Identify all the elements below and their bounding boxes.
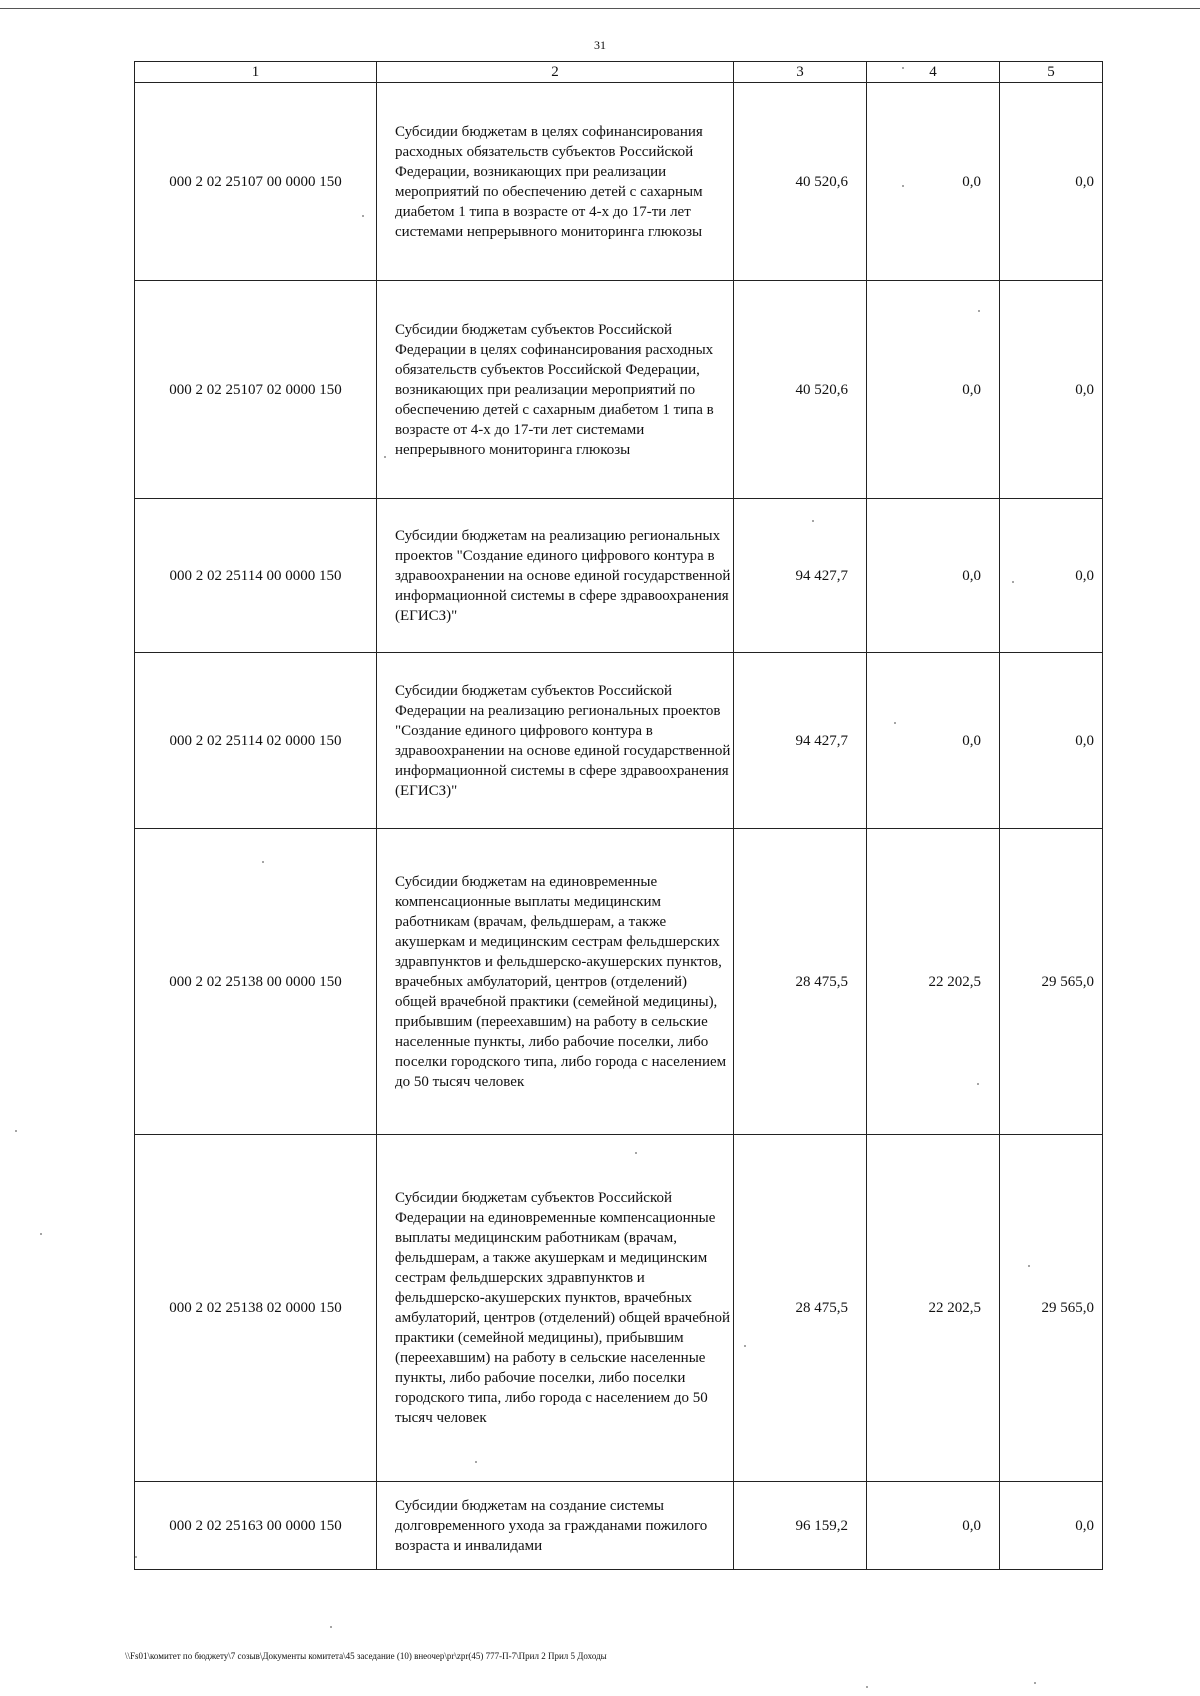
amount-col-3: 40 520,6 [734,83,867,281]
amount-col-4: 0,0 [867,83,1000,281]
scan-speck [894,722,896,724]
amount-col-5: 0,0 [1000,83,1103,281]
scan-speck [384,456,386,458]
amount-col-5: 29 565,0 [1000,1135,1103,1482]
amount-col-4: 0,0 [867,1482,1000,1570]
income-description: Субсидии бюджетам на создание системы долговременного ухода за гражданами пожилого возраста и инвалидами [377,1482,734,1570]
income-description: Субсидии бюджетам субъектов Российской Федерации на реализацию региональных проектов "Создание единого цифрового контура в здравоохранении на основе единой государственной информационной системы в сфере здравоохранения (ЕГИСЗ)" [377,653,734,829]
amount-col-5: 29 565,0 [1000,829,1103,1135]
scan-speck [744,1345,746,1347]
amount-col-3: 94 427,7 [734,499,867,653]
scan-speck [866,1686,868,1688]
page-number: 31 [594,38,606,52]
scan-speck [262,861,264,863]
scan-speck [362,215,364,217]
header-col-1: 1 [135,62,377,83]
table-header-row [135,62,1103,83]
header-col-3: 3 [734,62,867,83]
scan-speck [635,1152,637,1154]
header-col-5: 5 [1000,62,1103,83]
scan-speck [1034,1682,1036,1684]
header-col-2: 2 [377,62,734,83]
table-row [135,499,1103,653]
income-description: Субсидии бюджетам на реализацию региональных проектов "Создание единого цифрового контура в здравоохранении на основе единой государственной информационной системы в сфере здравоохранения (ЕГИСЗ)" [377,499,734,653]
amount-col-3: 28 475,5 [734,829,867,1135]
scan-speck [15,1130,17,1132]
amount-col-4: 22 202,5 [867,1135,1000,1482]
table-row [135,1135,1103,1482]
scan-speck [977,1083,979,1085]
scan-speck [1028,1265,1030,1267]
amount-col-3: 28 475,5 [734,1135,867,1482]
amount-col-3: 96 159,2 [734,1482,867,1570]
table-row [135,829,1103,1135]
amount-col-3: 40 520,6 [734,281,867,499]
budget-code: 000 2 02 25107 02 0000 150 [135,281,377,499]
budget-code: 000 2 02 25138 02 0000 150 [135,1135,377,1482]
amount-col-5: 0,0 [1000,1482,1103,1570]
scan-speck [475,1461,477,1463]
revenue-table [134,61,1103,1570]
income-description: Субсидии бюджетам субъектов Российской Федерации на единовременные компенсационные выплаты медицинским работникам (врачам, фельдшерам, а также акушеркам и медицинским сестрам фельдшерских здравпунктов и фельдшерско-акушерских пунктов, врачебных амбулаторий, центров (отделений) общей врачебной практики (семейной медицины), прибывшим (переехавшим) на работу в сельские населенные пункты, либо рабочие поселки, либо поселки городского типа, либо города с населением до 50 тысяч человек [377,1135,734,1482]
budget-code: 000 2 02 25114 00 0000 150 [135,499,377,653]
amount-col-3: 94 427,7 [734,653,867,829]
amount-col-4: 0,0 [867,653,1000,829]
scan-speck [1012,581,1014,583]
scan-speck [902,67,904,69]
scan-speck [135,1556,137,1558]
amount-col-4: 0,0 [867,281,1000,499]
table-row [135,281,1103,499]
amount-col-5: 0,0 [1000,653,1103,829]
income-description: Субсидии бюджетам в целях софинансирования расходных обязательств субъектов Российской Федерации, возникающих при реализации мероприятий по обеспечению детей с сахарным диабетом 1 типа в возрасте от 4-х до 17-ти лет системами непрерывного мониторинга глюкозы [377,83,734,281]
amount-col-4: 22 202,5 [867,829,1000,1135]
budget-code: 000 2 02 25114 02 0000 150 [135,653,377,829]
file-path-footer: \\Fs01\комитет по бюджету\7 созыв\Документы комитета\45 заседание (10) внеочер\pr\zpr(45) 777-П-7\Прил 2 Прил 5 Доходы [125,1651,607,1661]
amount-col-5: 0,0 [1000,499,1103,653]
budget-code: 000 2 02 25107 00 0000 150 [135,83,377,281]
scan-speck [978,310,980,312]
table-row [135,653,1103,829]
scan-speck [812,520,814,522]
scan-speck [330,1626,332,1628]
scan-edge-line [0,8,1200,9]
scan-speck [902,185,904,187]
table-row [135,83,1103,281]
scan-speck [40,1233,42,1235]
amount-col-4: 0,0 [867,499,1000,653]
income-description: Субсидии бюджетам на единовременные компенсационные выплаты медицинским работникам (врачам, фельдшерам, а также акушеркам и медицинским сестрам фельдшерских здравпунктов и фельдшерско-акушерских пунктов, врачебных амбулаторий, центров (отделений) общей врачебной практики (семейной медицины), прибывшим (переехавшим) на работу в сельские населенные пункты, либо рабочие поселки, либо поселки городского типа, либо города с населением до 50 тысяч человек [377,829,734,1135]
header-col-4: 4 [867,62,1000,83]
income-description: Субсидии бюджетам субъектов Российской Федерации в целях софинансирования расходных обязательств субъектов Российской Федерации, возникающих при реализации мероприятий по обеспечению детей с сахарным диабетом 1 типа в возрасте от 4-х до 17-ти лет системами непрерывного мониторинга глюкозы [377,281,734,499]
table-row [135,1482,1103,1570]
amount-col-5: 0,0 [1000,281,1103,499]
budget-code: 000 2 02 25138 00 0000 150 [135,829,377,1135]
budget-code: 000 2 02 25163 00 0000 150 [135,1482,377,1570]
